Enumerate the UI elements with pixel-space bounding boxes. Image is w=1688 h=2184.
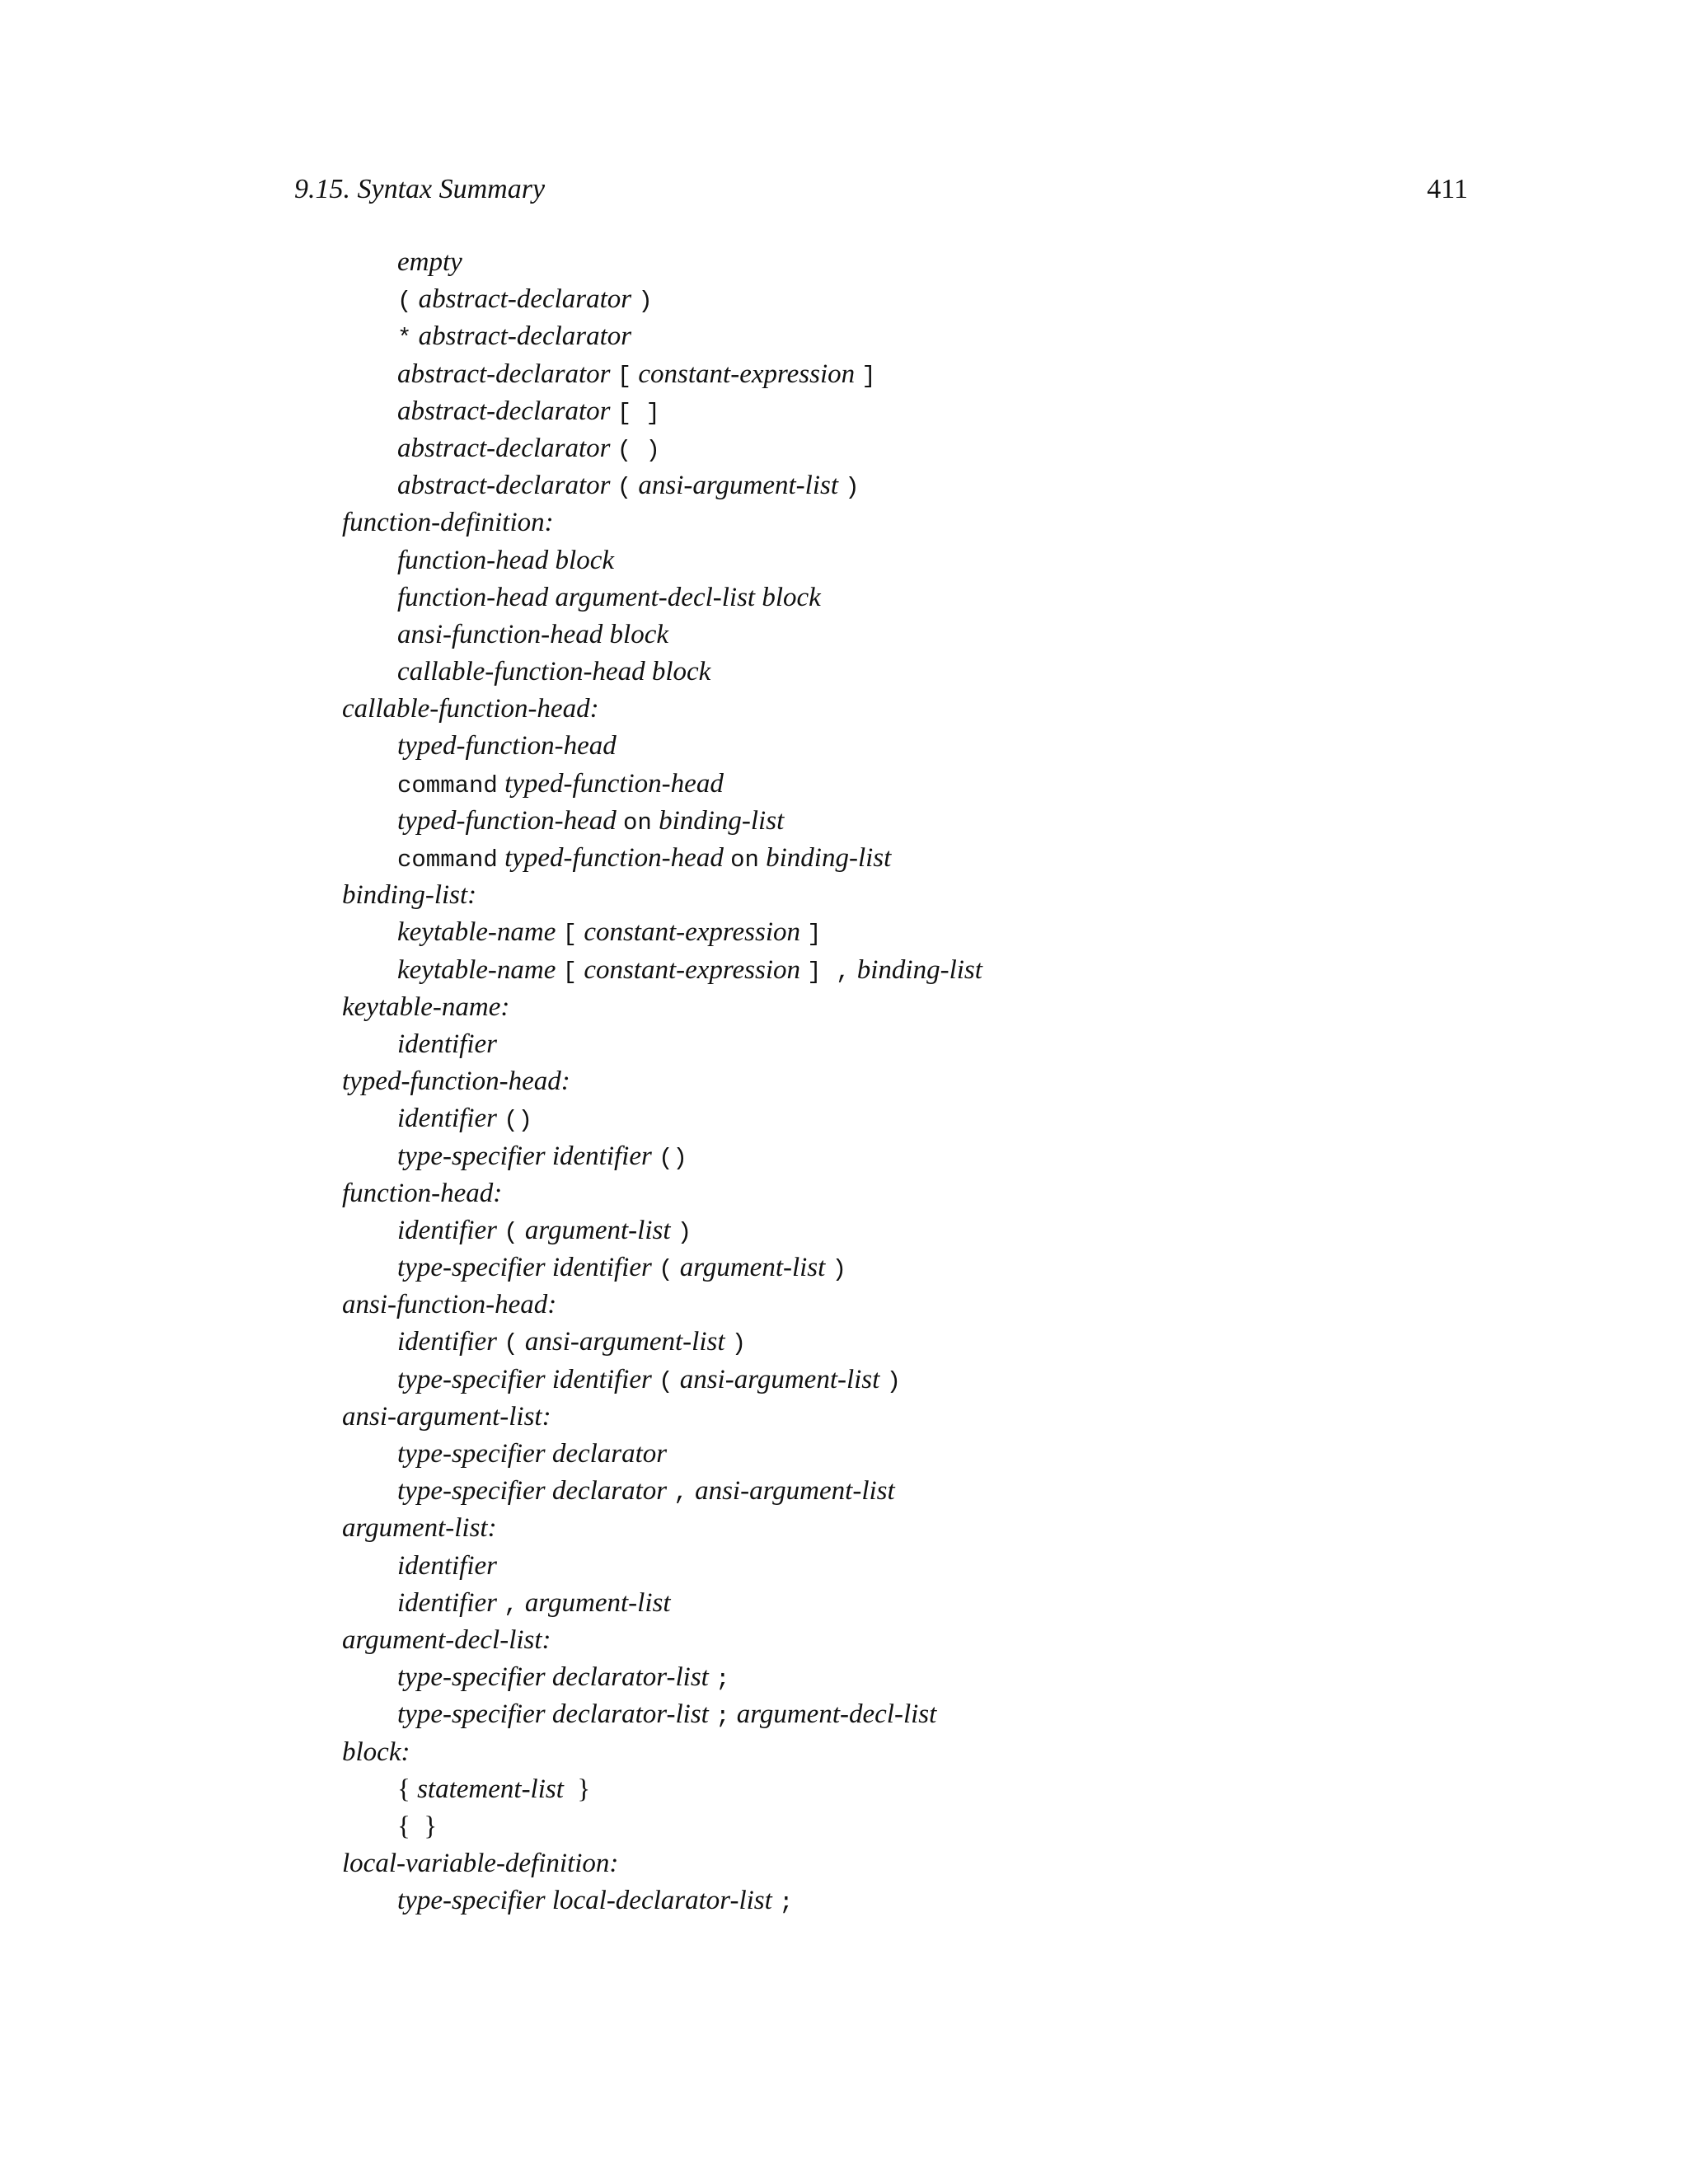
grammar-rule [0, 1175, 1688, 1212]
grammar-alternative [0, 579, 1688, 616]
nonterminal-token: constant-expression [631, 359, 862, 389]
grammar-alternative [0, 318, 1688, 355]
production [397, 1659, 729, 1698]
nonterminal-token: abstract-declarator [411, 284, 639, 315]
nonterminal-token: argument-list [518, 1215, 678, 1245]
production [397, 1808, 437, 1845]
production [397, 1100, 532, 1139]
nonterminal-token: binding-list: [342, 880, 477, 911]
production [397, 244, 462, 281]
nonterminal-token: typed-function-head: [342, 1066, 570, 1097]
nonterminal-token: abstract-declarator [397, 471, 617, 501]
nonterminal-token: callable-function-head: [342, 694, 599, 724]
rule-name [342, 691, 599, 728]
nonterminal-token: ansi-function-head block [397, 619, 669, 649]
terminal-token: ) [845, 474, 860, 502]
terminal-token: ) [677, 1218, 692, 1246]
terminal-token: [ [562, 921, 578, 949]
nonterminal-token: type-specifier declarator-list [397, 1699, 716, 1730]
nonterminal-token: function-head argument-decl-list block [397, 582, 821, 612]
production [397, 1771, 590, 1808]
terminal-token: () [504, 1107, 533, 1135]
grammar-alternative [0, 430, 1688, 467]
brace-token: { } [397, 1811, 438, 1841]
running-head [294, 170, 1468, 209]
production [397, 1585, 671, 1624]
rule-name [342, 1510, 497, 1547]
nonterminal-token: type-specifier identifier [397, 1253, 659, 1283]
grammar-rule [0, 691, 1688, 728]
terminal-token: ; [779, 1889, 794, 1917]
terminal-token: ( [659, 1256, 673, 1284]
production [397, 840, 891, 879]
grammar-alternative [0, 542, 1688, 579]
terminal-token: ( [659, 1367, 673, 1395]
rule-name [342, 1286, 556, 1324]
grammar-alternative [0, 952, 1688, 989]
grammar-alternative [0, 1138, 1688, 1175]
production [397, 1138, 687, 1177]
terminal-token: on [623, 808, 652, 837]
nonterminal-token: empty [397, 247, 462, 277]
terminal-token: * [397, 325, 412, 353]
grammar-alternative [0, 1324, 1688, 1361]
nonterminal-token: statement-list [417, 1774, 564, 1804]
grammar-alternative [0, 1882, 1688, 1919]
terminal-token: () [659, 1144, 687, 1172]
nonterminal-token: type-specifier declarator [397, 1439, 668, 1469]
terminal-token: [ ] [617, 399, 660, 427]
nonterminal-token: ansi-argument-list [518, 1327, 732, 1357]
section-title: 9.15. Syntax Summary [294, 174, 546, 204]
grammar-rule [0, 1622, 1688, 1659]
grammar-alternative [0, 281, 1688, 318]
nonterminal-token: binding-list [758, 843, 892, 873]
production [397, 803, 784, 841]
production [397, 393, 660, 432]
grammar-alternative [0, 393, 1688, 430]
nonterminal-token: type-specifier declarator [397, 1476, 674, 1507]
terminal-token: , [673, 1479, 688, 1507]
nonterminal-token: ansi-argument-list [687, 1476, 895, 1507]
production [397, 914, 822, 953]
terminal-token: ] [807, 921, 822, 949]
production [397, 467, 860, 506]
nonterminal-token: keytable-name [397, 917, 563, 948]
rule-name [342, 1734, 410, 1771]
nonterminal-token: abstract-declarator [411, 321, 632, 352]
nonterminal-token: argument-list [673, 1253, 832, 1283]
grammar-rule [0, 877, 1688, 914]
production [397, 1436, 667, 1473]
nonterminal-token: typed-function-head [497, 843, 731, 873]
grammar-alternative [0, 1659, 1688, 1696]
grammar-rule [0, 504, 1688, 541]
page-number: 411 [1427, 174, 1468, 204]
production [397, 1696, 936, 1735]
terminal-token: ; [715, 1703, 730, 1731]
nonterminal-token: type-specifier local-declarator-list [397, 1886, 780, 1916]
rule-name [342, 1622, 551, 1659]
grammar-alternative [0, 244, 1688, 281]
terminal-token: command [397, 771, 498, 799]
brace-token: { [397, 1774, 418, 1804]
nonterminal-token: constant-expression [577, 954, 808, 985]
production [397, 1212, 692, 1251]
grammar-alternative [0, 1473, 1688, 1510]
nonterminal-token: binding-list [651, 805, 785, 836]
grammar-alternative [0, 616, 1688, 654]
rule-name [342, 1063, 570, 1100]
grammar-alternative [0, 766, 1688, 803]
nonterminal-token: argument-decl-list [729, 1699, 937, 1730]
grammar-alternative [0, 1361, 1688, 1399]
nonterminal-token: identifier [397, 1327, 504, 1357]
nonterminal-token: argument-list: [342, 1513, 497, 1544]
grammar-alternative [0, 654, 1688, 691]
rule-name [342, 877, 476, 914]
nonterminal-token: identifier [397, 1550, 497, 1581]
nonterminal-token: function-head block [397, 545, 615, 575]
terminal-token: , [504, 1591, 518, 1619]
nonterminal-token: binding-list [850, 954, 982, 985]
nonterminal-token: argument-decl-list: [342, 1624, 551, 1655]
grammar-rule [0, 1510, 1688, 1547]
nonterminal-token: ansi-argument-list: [342, 1401, 551, 1432]
nonterminal-token: ansi-function-head: [342, 1290, 557, 1320]
rule-name [342, 1175, 502, 1212]
production [397, 616, 668, 654]
nonterminal-token: callable-function-head block [397, 657, 711, 687]
terminal-token: ; [715, 1666, 730, 1694]
nonterminal-token: keytable-name [397, 954, 563, 985]
production [397, 1324, 746, 1362]
production [397, 542, 614, 579]
grammar-rule [0, 1845, 1688, 1882]
nonterminal-token: type-specifier identifier [397, 1364, 659, 1394]
nonterminal-token: typed-function-head [397, 805, 623, 836]
production [397, 654, 710, 691]
terminal-token: ( ) [617, 436, 660, 464]
grammar-alternative [0, 1808, 1688, 1845]
grammar-alternative [0, 1585, 1688, 1622]
nonterminal-token: keytable-name: [342, 991, 510, 1022]
nonterminal-token: typed-function-head [497, 768, 724, 799]
nonterminal-token: local-variable-definition: [342, 1849, 619, 1879]
nonterminal-token: function-definition: [342, 508, 554, 538]
production [397, 1026, 497, 1063]
nonterminal-token: constant-expression [577, 917, 808, 948]
grammar-alternative [0, 467, 1688, 504]
nonterminal-token: type-specifier declarator-list [397, 1662, 716, 1693]
terminal-token: ( [617, 474, 632, 502]
grammar-alternative [0, 914, 1688, 951]
grammar-alternative [0, 803, 1688, 840]
nonterminal-token: identifier [397, 1587, 504, 1618]
grammar-rule [0, 1734, 1688, 1771]
rule-name [342, 989, 509, 1026]
terminal-token: ) [638, 288, 653, 316]
production [397, 1548, 497, 1585]
grammar-alternative [0, 356, 1688, 393]
grammar-listing [0, 244, 1688, 1919]
grammar-alternative [0, 1212, 1688, 1249]
nonterminal-token: abstract-declarator [397, 433, 617, 463]
nonterminal-token: identifier [397, 1215, 504, 1245]
nonterminal-token: ansi-argument-list [673, 1364, 887, 1394]
rule-name [342, 504, 554, 541]
production [397, 318, 631, 357]
production [397, 952, 982, 991]
nonterminal-token: identifier [397, 1029, 497, 1059]
nonterminal-token: ansi-argument-list [631, 471, 846, 501]
nonterminal-token: typed-function-head [397, 731, 617, 762]
grammar-alternative [0, 1548, 1688, 1585]
nonterminal-token: identifier [397, 1104, 504, 1134]
terminal-token: on [730, 846, 759, 874]
grammar-alternative [0, 728, 1688, 765]
production [397, 579, 821, 616]
terminal-token: ( [504, 1330, 518, 1358]
terminal-token: [ [617, 362, 632, 390]
grammar-rule [0, 1399, 1688, 1436]
nonterminal-token: abstract-declarator [397, 359, 617, 389]
production [397, 1882, 793, 1921]
terminal-token: ) [731, 1330, 747, 1358]
rule-name [342, 1399, 551, 1436]
production [397, 766, 724, 804]
nonterminal-token: function-head: [342, 1178, 503, 1208]
grammar-alternative [0, 1696, 1688, 1733]
terminal-token: ( [504, 1218, 518, 1246]
rule-name [342, 1845, 618, 1882]
terminal-token: ] , [807, 958, 851, 986]
grammar-alternative [0, 1771, 1688, 1808]
nonterminal-token: argument-list [518, 1587, 671, 1618]
production [397, 1473, 895, 1511]
grammar-rule [0, 1286, 1688, 1324]
grammar-alternative [0, 840, 1688, 877]
production [397, 1249, 846, 1288]
production [397, 430, 660, 469]
grammar-alternative [0, 1436, 1688, 1473]
nonterminal-token: abstract-declarator [397, 396, 617, 426]
nonterminal-token: type-specifier identifier [397, 1141, 659, 1171]
production [397, 281, 653, 320]
grammar-rule [0, 989, 1688, 1026]
grammar-alternative [0, 1100, 1688, 1137]
grammar-alternative [0, 1026, 1688, 1063]
terminal-token: ) [832, 1256, 846, 1284]
terminal-token: ( [397, 288, 412, 316]
terminal-token: command [397, 846, 498, 874]
terminal-token: ) [886, 1367, 901, 1395]
terminal-token: [ [562, 958, 578, 986]
production [397, 1361, 901, 1400]
grammar-rule [0, 1063, 1688, 1100]
nonterminal-token: block: [342, 1736, 410, 1767]
grammar-alternative [0, 1249, 1688, 1286]
brace-token: } [563, 1774, 591, 1804]
production [397, 728, 617, 765]
production [397, 356, 876, 395]
terminal-token: ] [861, 362, 876, 390]
